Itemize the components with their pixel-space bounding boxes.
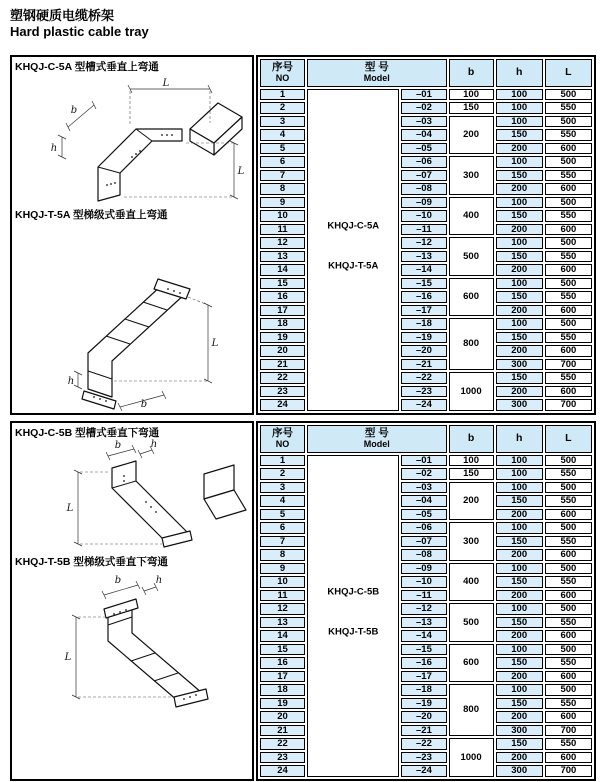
caption-c5a: KHQJ-C-5A 型槽式垂直上弯通 [15, 60, 159, 73]
b-cell: 500 [449, 237, 494, 276]
b-cell: 800 [449, 684, 494, 736]
l-cell: 600 [545, 671, 592, 683]
header-row [260, 425, 592, 453]
model-suffix-cell: –08 [401, 549, 446, 561]
l-cell: 600 [545, 143, 592, 155]
model-cell [307, 89, 399, 411]
column-header-no: 序号 NO [260, 425, 305, 453]
diagram-panel-5a [10, 55, 254, 415]
b-cell: 400 [449, 563, 494, 602]
h-cell: 200 [496, 183, 543, 195]
no-cell: 6 [260, 156, 305, 168]
h-cell: 300 [496, 765, 543, 777]
h-cell: 100 [496, 455, 543, 467]
no-cell: 9 [260, 563, 305, 575]
h-cell: 100 [496, 522, 543, 534]
no-cell: 2 [260, 468, 305, 480]
model-suffix-cell: –02 [401, 102, 446, 114]
dim-label-L: L [64, 651, 72, 663]
title-block [10, 8, 596, 41]
no-cell: 20 [260, 345, 305, 357]
model-suffix-cell: –19 [401, 698, 446, 710]
model-suffix-cell: –13 [401, 617, 446, 629]
h-cell: 150 [496, 536, 543, 548]
l-cell: 550 [545, 698, 592, 710]
l-cell: 550 [545, 738, 592, 750]
no-cell: 10 [260, 210, 305, 222]
l-cell: 550 [545, 251, 592, 263]
no-cell: 6 [260, 522, 305, 534]
model-suffix-cell: –05 [401, 509, 446, 521]
b-cell: 1000 [449, 738, 494, 777]
model-suffix-cell: –12 [401, 603, 446, 615]
h-cell: 100 [496, 102, 543, 114]
h-cell: 150 [496, 332, 543, 344]
h-cell: 150 [496, 251, 543, 263]
l-cell: 550 [545, 102, 592, 114]
no-cell: 13 [260, 251, 305, 263]
b-cell: 400 [449, 197, 494, 236]
h-cell: 200 [496, 305, 543, 317]
h-cell: 100 [496, 237, 543, 249]
no-cell: 14 [260, 630, 305, 642]
h-cell: 200 [496, 671, 543, 683]
no-cell: 4 [260, 129, 305, 141]
column-header-h: h [496, 425, 543, 453]
l-cell: 600 [545, 711, 592, 723]
l-cell: 700 [545, 359, 592, 371]
b-cell: 800 [449, 318, 494, 370]
column-header-h: h [496, 59, 543, 87]
no-cell: 15 [260, 644, 305, 656]
b-cell: 600 [449, 278, 494, 317]
model-suffix-cell: –02 [401, 468, 446, 480]
model-suffix-cell: –08 [401, 183, 446, 195]
l-cell: 500 [545, 116, 592, 128]
h-cell: 100 [496, 278, 543, 290]
l-cell: 550 [545, 576, 592, 588]
table-row [260, 455, 592, 467]
l-cell: 550 [545, 536, 592, 548]
table-row [260, 89, 592, 101]
l-cell: 500 [545, 318, 592, 330]
b-cell: 600 [449, 644, 494, 683]
l-cell: 600 [545, 264, 592, 276]
caption-t5b: KHQJ-T-5B 型梯级式垂直下弯通 [15, 555, 168, 568]
h-cell: 100 [496, 156, 543, 168]
column-header-l: L [545, 425, 592, 453]
h-cell: 100 [496, 482, 543, 494]
model-suffix-cell: –06 [401, 156, 446, 168]
h-cell: 200 [496, 630, 543, 642]
no-cell: 15 [260, 278, 305, 290]
b-cell: 1000 [449, 372, 494, 411]
model-suffix-cell: –17 [401, 671, 446, 683]
page-title-en: Hard plastic cable tray [10, 24, 149, 40]
model-suffix-cell: –06 [401, 522, 446, 534]
h-cell: 300 [496, 359, 543, 371]
h-cell: 150 [496, 495, 543, 507]
model-suffix-cell: –15 [401, 644, 446, 656]
model-suffix-cell: –20 [401, 711, 446, 723]
model-suffix-cell: –18 [401, 318, 446, 330]
dim-label-b: b [140, 398, 148, 410]
l-cell: 500 [545, 197, 592, 209]
l-cell: 500 [545, 684, 592, 696]
no-cell: 17 [260, 671, 305, 683]
column-header-l: L [545, 59, 592, 87]
l-cell: 500 [545, 237, 592, 249]
l-cell: 550 [545, 657, 592, 669]
l-cell: 600 [545, 183, 592, 195]
model-suffix-cell: –05 [401, 143, 446, 155]
l-cell: 500 [545, 603, 592, 615]
no-cell: 7 [260, 170, 305, 182]
l-cell: 550 [545, 495, 592, 507]
h-cell: 200 [496, 549, 543, 561]
caption-c5b: KHQJ-C-5B 型槽式垂直下弯通 [15, 426, 160, 439]
no-cell: 22 [260, 738, 305, 750]
no-cell: 8 [260, 549, 305, 561]
model-suffix-cell: –04 [401, 495, 446, 507]
l-cell: 500 [545, 455, 592, 467]
no-cell: 3 [260, 116, 305, 128]
model-suffix-cell: –22 [401, 738, 446, 750]
model-label-c: KHQJ-C-5B [327, 585, 380, 597]
l-cell: 550 [545, 332, 592, 344]
no-cell: 16 [260, 291, 305, 303]
no-cell: 8 [260, 183, 305, 195]
no-cell: 9 [260, 197, 305, 209]
dim-label-b: b [114, 574, 122, 586]
no-cell: 5 [260, 509, 305, 521]
no-cell: 13 [260, 617, 305, 629]
h-cell: 150 [496, 170, 543, 182]
column-header-no: 序号 NO [260, 59, 305, 87]
model-suffix-cell: –10 [401, 210, 446, 222]
l-cell: 550 [545, 170, 592, 182]
h-cell: 200 [496, 590, 543, 602]
model-suffix-cell: –11 [401, 590, 446, 602]
column-header-model: 型 号 Model [307, 425, 446, 453]
no-cell: 18 [260, 318, 305, 330]
l-cell: 600 [545, 224, 592, 236]
no-cell: 10 [260, 576, 305, 588]
model-suffix-cell: –24 [401, 399, 446, 411]
h-cell: 200 [496, 752, 543, 764]
l-cell: 600 [545, 386, 592, 398]
h-cell: 150 [496, 738, 543, 750]
spec-table-5b [256, 421, 596, 781]
l-cell: 500 [545, 89, 592, 101]
dim-label-b: b [114, 439, 122, 451]
h-cell: 200 [496, 509, 543, 521]
model-suffix-cell: –03 [401, 116, 446, 128]
model-suffix-cell: –13 [401, 251, 446, 263]
model-suffix-cell: –19 [401, 332, 446, 344]
l-cell: 600 [545, 509, 592, 521]
h-cell: 150 [496, 291, 543, 303]
h-cell: 150 [496, 576, 543, 588]
column-header-b: b [449, 425, 494, 453]
model-suffix-cell: –07 [401, 536, 446, 548]
caption-t5a: KHQJ-T-5A 型梯级式垂直上弯通 [15, 208, 168, 221]
no-cell: 19 [260, 332, 305, 344]
l-cell: 600 [545, 590, 592, 602]
model-suffix-cell: –12 [401, 237, 446, 249]
diagram-t5b-ladder-down-bend [12, 569, 252, 769]
model-suffix-cell: –20 [401, 345, 446, 357]
diagram-c5b-channel-down-bend [12, 438, 252, 554]
no-cell: 7 [260, 536, 305, 548]
model-suffix-cell: –11 [401, 224, 446, 236]
no-cell: 24 [260, 399, 305, 411]
no-cell: 1 [260, 89, 305, 101]
l-cell: 550 [545, 291, 592, 303]
no-cell: 20 [260, 711, 305, 723]
l-cell: 500 [545, 563, 592, 575]
no-cell: 3 [260, 482, 305, 494]
section-5b [10, 421, 596, 781]
l-cell: 700 [545, 765, 592, 777]
l-cell: 550 [545, 617, 592, 629]
no-cell: 2 [260, 102, 305, 114]
dim-label-L: L [66, 502, 74, 514]
no-cell: 12 [260, 603, 305, 615]
diagram-c5a-channel-up-bend [12, 73, 252, 207]
model-suffix-cell: –16 [401, 657, 446, 669]
model-suffix-cell: –15 [401, 278, 446, 290]
dim-label-h: h [150, 438, 158, 450]
h-cell: 100 [496, 197, 543, 209]
column-header-b: b [449, 59, 494, 87]
h-cell: 150 [496, 617, 543, 629]
no-cell: 18 [260, 684, 305, 696]
model-suffix-cell: –03 [401, 482, 446, 494]
h-cell: 200 [496, 224, 543, 236]
h-cell: 200 [496, 711, 543, 723]
h-cell: 100 [496, 318, 543, 330]
no-cell: 17 [260, 305, 305, 317]
model-suffix-cell: –14 [401, 264, 446, 276]
b-cell: 200 [449, 116, 494, 155]
b-cell: 300 [449, 156, 494, 195]
no-cell: 12 [260, 237, 305, 249]
column-header-model: 型 号 Model [307, 59, 446, 87]
l-cell: 700 [545, 725, 592, 737]
no-cell: 22 [260, 372, 305, 384]
no-cell: 24 [260, 765, 305, 777]
l-cell: 500 [545, 644, 592, 656]
dim-label-h: h [155, 574, 163, 586]
l-cell: 500 [545, 156, 592, 168]
h-cell: 150 [496, 372, 543, 384]
h-cell: 100 [496, 644, 543, 656]
model-suffix-cell: –18 [401, 684, 446, 696]
diagram-panel-5b [10, 421, 254, 781]
l-cell: 600 [545, 549, 592, 561]
model-cell [307, 455, 399, 777]
l-cell: 600 [545, 305, 592, 317]
dim-label-L-right: L [237, 165, 245, 177]
h-cell: 100 [496, 89, 543, 101]
dim-label-L-top: L [162, 77, 170, 89]
h-cell: 150 [496, 210, 543, 222]
model-suffix-cell: –21 [401, 359, 446, 371]
model-suffix-cell: –16 [401, 291, 446, 303]
model-label-c: KHQJ-C-5A [327, 219, 380, 231]
l-cell: 550 [545, 210, 592, 222]
model-suffix-cell: –22 [401, 372, 446, 384]
dim-label-h: h [67, 375, 75, 387]
l-cell: 500 [545, 522, 592, 534]
b-cell: 100 [449, 89, 494, 101]
h-cell: 100 [496, 603, 543, 615]
l-cell: 550 [545, 372, 592, 384]
h-cell: 200 [496, 345, 543, 357]
no-cell: 1 [260, 455, 305, 467]
b-cell: 150 [449, 468, 494, 480]
diagram-t5a-ladder-up-bend [12, 223, 252, 415]
model-suffix-cell: –09 [401, 563, 446, 575]
b-cell: 200 [449, 482, 494, 521]
no-cell: 4 [260, 495, 305, 507]
header-row [260, 59, 592, 87]
l-cell: 600 [545, 752, 592, 764]
h-cell: 300 [496, 725, 543, 737]
section-5a [10, 55, 596, 415]
l-cell: 500 [545, 278, 592, 290]
h-cell: 200 [496, 264, 543, 276]
l-cell: 550 [545, 129, 592, 141]
model-suffix-cell: –01 [401, 455, 446, 467]
no-cell: 5 [260, 143, 305, 155]
no-cell: 21 [260, 725, 305, 737]
spec-table-5a [256, 55, 596, 415]
h-cell: 100 [496, 116, 543, 128]
no-cell: 16 [260, 657, 305, 669]
h-cell: 100 [496, 468, 543, 480]
model-label-t: KHQJ-T-5B [328, 625, 379, 637]
model-suffix-cell: –04 [401, 129, 446, 141]
no-cell: 23 [260, 386, 305, 398]
l-cell: 550 [545, 468, 592, 480]
h-cell: 150 [496, 129, 543, 141]
l-cell: 600 [545, 345, 592, 357]
h-cell: 150 [496, 657, 543, 669]
model-label-t: KHQJ-T-5A [328, 259, 379, 271]
h-cell: 100 [496, 684, 543, 696]
model-suffix-cell: –23 [401, 752, 446, 764]
b-cell: 500 [449, 603, 494, 642]
model-suffix-cell: –17 [401, 305, 446, 317]
model-suffix-cell: –24 [401, 765, 446, 777]
model-suffix-cell: –21 [401, 725, 446, 737]
model-suffix-cell: –10 [401, 576, 446, 588]
l-cell: 700 [545, 399, 592, 411]
no-cell: 11 [260, 224, 305, 236]
dim-label-L: L [211, 337, 219, 349]
no-cell: 23 [260, 752, 305, 764]
model-suffix-cell: –01 [401, 89, 446, 101]
no-cell: 21 [260, 359, 305, 371]
h-cell: 150 [496, 698, 543, 710]
h-cell: 200 [496, 143, 543, 155]
no-cell: 11 [260, 590, 305, 602]
h-cell: 300 [496, 399, 543, 411]
b-cell: 300 [449, 522, 494, 561]
h-cell: 200 [496, 386, 543, 398]
l-cell: 500 [545, 482, 592, 494]
model-suffix-cell: –23 [401, 386, 446, 398]
no-cell: 19 [260, 698, 305, 710]
b-cell: 150 [449, 102, 494, 114]
b-cell: 100 [449, 455, 494, 467]
page-title-zh: 塑钢硬质电缆桥架 [10, 8, 115, 23]
l-cell: 600 [545, 630, 592, 642]
model-suffix-cell: –14 [401, 630, 446, 642]
no-cell: 14 [260, 264, 305, 276]
model-suffix-cell: –09 [401, 197, 446, 209]
model-suffix-cell: –07 [401, 170, 446, 182]
h-cell: 100 [496, 563, 543, 575]
dim-label-h: h [50, 142, 58, 154]
dim-label-b: b [70, 104, 78, 116]
